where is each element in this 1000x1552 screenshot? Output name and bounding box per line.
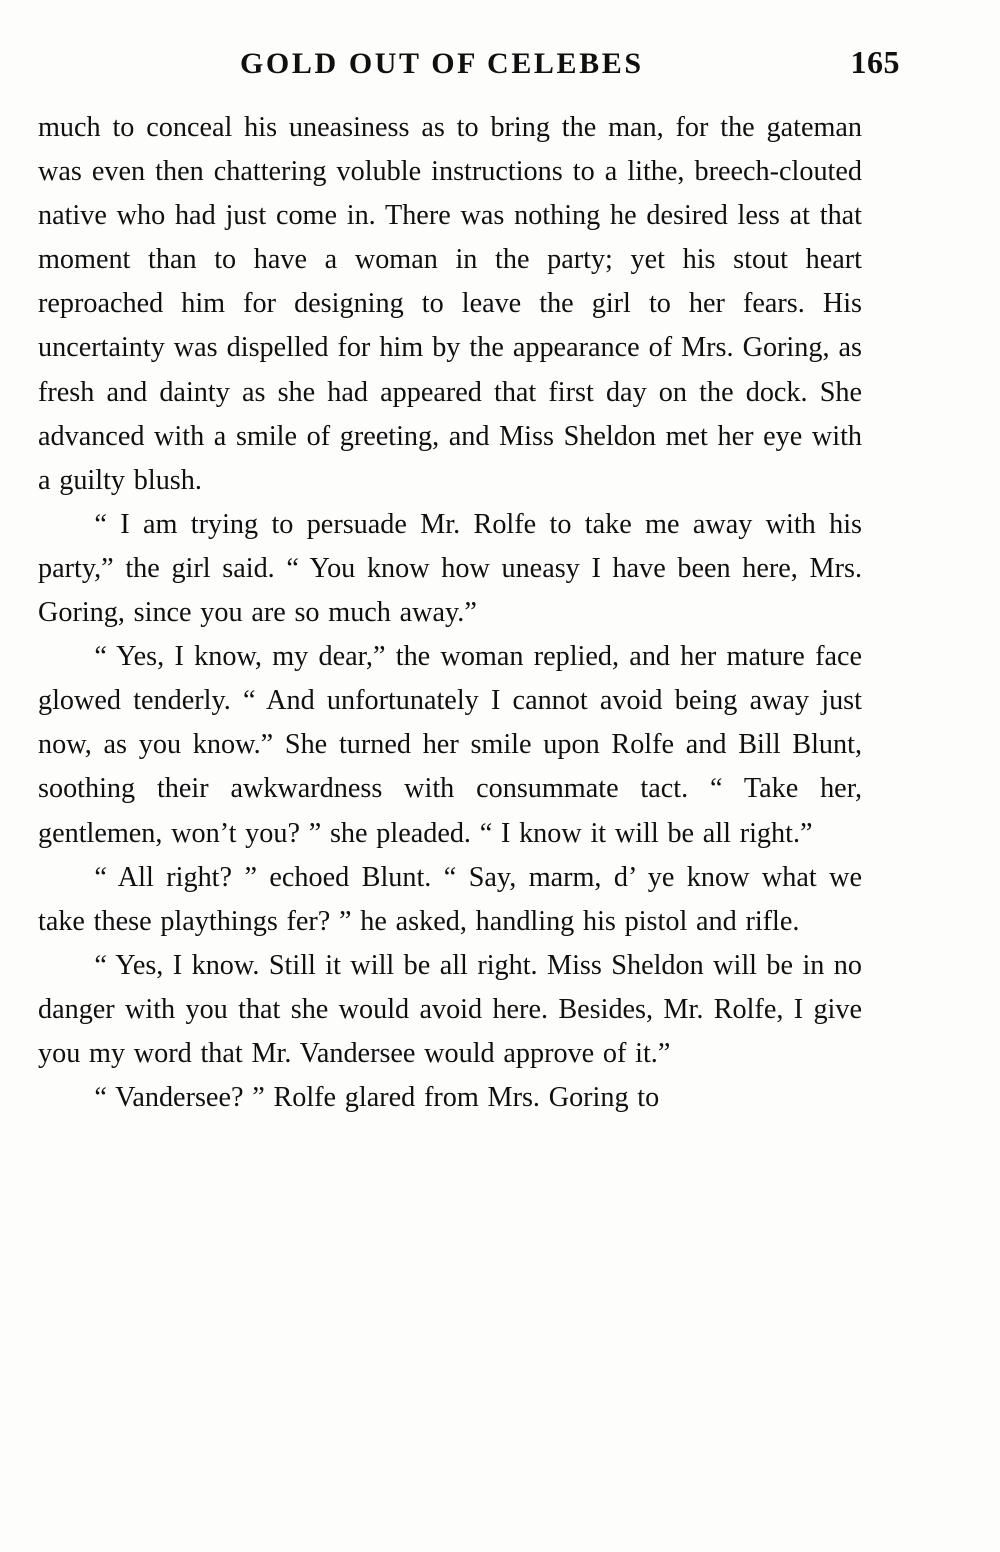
page-body bbox=[38, 106, 862, 1120]
page-header bbox=[110, 44, 900, 81]
paragraph: “ Yes, I know. Still it will be all right. Miss Sheldon will be in no danger with you that she would avoid here. Besides, Mr. Rolfe, I give you my word that Mr. Vandersee would approve of it.” bbox=[38, 949, 862, 1069]
paragraph: “ All right? ” echoed Blunt. “ Say, marm, d’ ye know what we take these playthings fer? ” he asked, handling his pistol and rifle. bbox=[38, 861, 862, 937]
paragraph: “ I am trying to persuade Mr. Rolfe to take me away with his party,” the girl said. “ You know how uneasy I have been here, Mrs. Goring, since you are so much away.” bbox=[38, 508, 862, 629]
paragraph: much to conceal his uneasiness as to bring the man, for the gateman was even then chattering voluble instructions to a lithe, breech-clouted native who had just come in. There was nothing he desired less at that moment than to have a woman in the party; yet his stout heart reproached him for designing to leave the girl to her fears. His uncertainty was dispelled for him by the appearance of Mrs. Goring, as fresh and dainty as she had appeared that first day on the dock. She advanced with a smile of greeting, and Miss Sheldon met her eye with a guilty blush. bbox=[38, 112, 862, 496]
paragraph: “ Yes, I know, my dear,” the woman replied, and her mature face glowed tenderly. “ And unfortunately I cannot avoid being away just now, as you know.” She turned her smile upon Rolfe and Bill Blunt, soothing their awkwardness with consummate tact. “ Take her, gentlemen, won’t you? ” she pleaded. “ I know it will be all right.” bbox=[38, 641, 862, 849]
paragraph: “ Vandersee? ” Rolfe glared from Mrs. Goring to bbox=[94, 1082, 660, 1114]
page-number: 165 bbox=[850, 44, 900, 80]
running-title: GOLD OUT OF CELEBES bbox=[240, 47, 644, 80]
